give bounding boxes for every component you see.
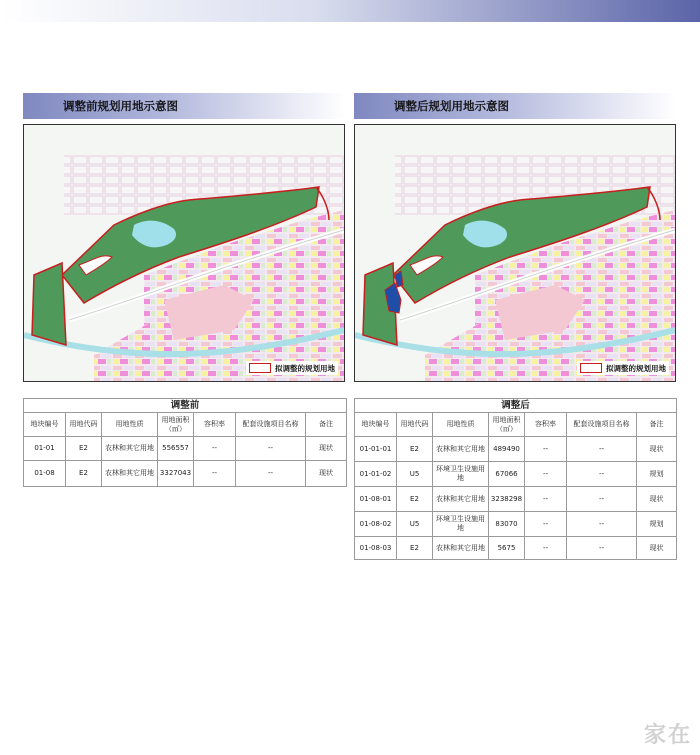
table-cell: 规划: [637, 462, 677, 487]
table-cell: 5675: [489, 537, 525, 560]
header-cell: 备注: [306, 413, 347, 437]
table-row: [355, 462, 677, 487]
table-cell: E2: [397, 537, 433, 560]
after-map-legend: [577, 361, 669, 375]
after-map-title: 调整后规划用地示意图: [354, 93, 676, 119]
table-cell: --: [567, 537, 637, 560]
header-cell: 配套设施项目名称: [236, 413, 306, 437]
table-cell: E2: [66, 437, 102, 461]
before-map-graphic: [24, 125, 344, 381]
header-cell: 配套设施项目名称: [567, 413, 637, 437]
header-cell: 容积率: [525, 413, 567, 437]
table-cell: 67066: [489, 462, 525, 487]
table-cell: --: [567, 437, 637, 462]
table-cell: --: [525, 462, 567, 487]
table-cell: --: [525, 437, 567, 462]
legend-label: 拟调整的规划用地: [275, 363, 335, 373]
table-cell: --: [567, 512, 637, 537]
header-cell: 用地代码: [66, 413, 102, 437]
table-caption: 调整后: [355, 399, 677, 413]
header-cell: 地块编号: [24, 413, 66, 437]
table-cell: --: [525, 512, 567, 537]
table-cell: 现状: [637, 487, 677, 512]
table-row: [355, 487, 677, 512]
table-cell: U5: [397, 462, 433, 487]
legend-swatch: [580, 363, 602, 373]
table-cell: 01-08-02: [355, 512, 397, 537]
table-cell: 农林和其它用地: [102, 437, 158, 461]
table-cell: 规划: [637, 512, 677, 537]
table-cell: 01-01-02: [355, 462, 397, 487]
table-cell: 3327043: [158, 461, 194, 487]
table-cell: 01-08-01: [355, 487, 397, 512]
header-cell: 地块编号: [355, 413, 397, 437]
table-cell: 556557: [158, 437, 194, 461]
before-land-use-map: [23, 124, 345, 382]
table-cell: --: [567, 487, 637, 512]
table-cell: --: [525, 537, 567, 560]
table-cell: 01-08: [24, 461, 66, 487]
table-row: [24, 461, 347, 487]
table-cell: --: [236, 461, 306, 487]
header-cell: 用地性质: [102, 413, 158, 437]
table-cell: 环境卫生设施用地: [433, 512, 489, 537]
table-cell: 现状: [637, 437, 677, 462]
table-cell: --: [236, 437, 306, 461]
table-cell: 现状: [637, 537, 677, 560]
table-cell: E2: [66, 461, 102, 487]
table-cell: 农林和其它用地: [433, 537, 489, 560]
legend-swatch: [249, 363, 271, 373]
table-cell: E2: [397, 487, 433, 512]
table-cell: 农林和其它用地: [102, 461, 158, 487]
after-land-use-map: [354, 124, 676, 382]
after-map-graphic: [355, 125, 675, 381]
table-cell: 489490: [489, 437, 525, 462]
header-cell: 用地面积（㎡）: [158, 413, 194, 437]
header-cell: 用地代码: [397, 413, 433, 437]
before-map-title: 调整前规划用地示意图: [23, 93, 345, 119]
table-row: [355, 437, 677, 462]
before-adjustment-table: [23, 398, 347, 487]
table-row: [355, 537, 677, 560]
table-cell: U5: [397, 512, 433, 537]
table-cell: 3238298: [489, 487, 525, 512]
watermark: 家在: [643, 723, 692, 748]
table-cell: --: [194, 461, 236, 487]
after-adjustment-table: [354, 398, 677, 560]
table-cell: E2: [397, 437, 433, 462]
table-cell: --: [567, 462, 637, 487]
header-gradient-band: [0, 0, 700, 22]
table-row: [355, 512, 677, 537]
table-cell: 01-01-01: [355, 437, 397, 462]
table-caption: 调整前: [24, 399, 347, 413]
legend-label: 拟调整的规划用地: [606, 363, 666, 373]
header-cell: 用地性质: [433, 413, 489, 437]
table-row: [24, 437, 347, 461]
table-cell: 83070: [489, 512, 525, 537]
table-cell: 农林和其它用地: [433, 487, 489, 512]
header-cell: 用地面积（㎡）: [489, 413, 525, 437]
table-cell: 01-01: [24, 437, 66, 461]
header-cell: 容积率: [194, 413, 236, 437]
table-cell: 环境卫生设施用地: [433, 462, 489, 487]
table-cell: --: [525, 487, 567, 512]
table-header-row: [24, 413, 347, 437]
table-cell: 农林和其它用地: [433, 437, 489, 462]
table-header-row: [355, 413, 677, 437]
table-cell: --: [194, 437, 236, 461]
before-map-legend: [246, 361, 338, 375]
table-cell: 01-08-03: [355, 537, 397, 560]
table-cell: 现状: [306, 461, 347, 487]
header-cell: 备注: [637, 413, 677, 437]
table-cell: 现状: [306, 437, 347, 461]
